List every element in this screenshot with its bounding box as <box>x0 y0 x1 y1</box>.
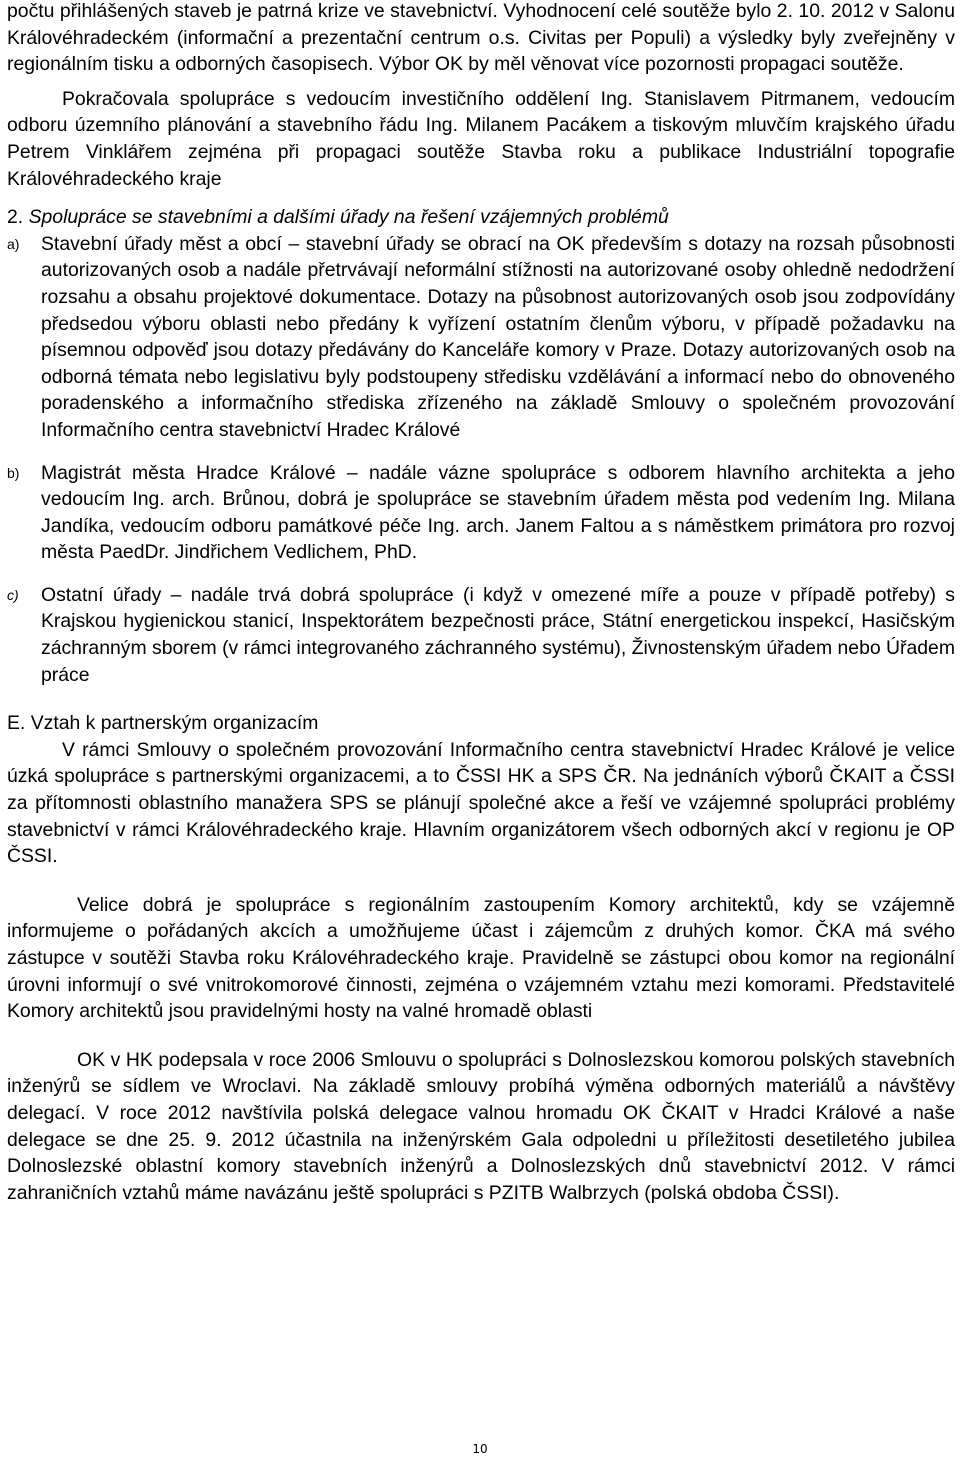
section-2-title: Spolupráce se stavebními a dalšími úřady na řešení vzájemných problémů <box>28 206 669 229</box>
document-page <box>7 0 955 1206</box>
section-e-paragraph-1: V rámci Smlouvy o společném provozování Informačního centra stavebnictví Hradec Králové je velice úzká spolupráce s partnerskými organizacemi, a to ČSSI HK a SPS ČR. Na jednáních výborů ČKAIT a ČSSI za přítomnosti oblastního manažera SPS se plánují společné akce a řeší ve vzájemné spolupráci problémy stavebnictví v rámci Královéhradeckého kraje. Hlavním organizátorem všech odborných akcí v regionu je OP ČSSI. <box>7 738 955 868</box>
list-item-b <box>7 460 955 566</box>
section-2-heading <box>7 204 955 231</box>
list-marker-b: b) <box>7 464 20 481</box>
section-2-number: 2. <box>7 206 24 229</box>
section-e-heading: E. Vztah k partnerským organizacím <box>7 712 319 735</box>
list-item-c <box>7 582 955 688</box>
list-item-a-text: Stavební úřady měst a obcí – stavební úřady se obrací na OK především s dotazy na rozsah působnosti autorizovaných osob a nadále přetrvávají neformální stížnosti na autorizované osoby ohledně nedodržení rozsahu a obsahu projektové dokumentace. Dotazy na působnost autorizovaných osob jsou zodpovídány předsedou výboru oblasti nebo předány k vyřízení ostatním členům výboru, v případě požadavku na písemnou odpověď jsou dotazy předávány do Kanceláře komory v Praze. Dotazy autorizovaných osob na odborná témata nebo legislativu byly podstoupeny středisku vzdělávání a informací nebo do obnoveného poradenského a informačního střediska zřízeného na základě Smlouvy o společném provozování Informačního centra stavebnictví Hradec Králové <box>41 232 955 441</box>
page-number: 10 <box>472 1442 488 1456</box>
list-marker-c: c) <box>7 586 19 603</box>
list-item-c-text: Ostatní úřady – nadále trvá dobrá spolupráce (i když v omezené míře a pouze v případě potřeby) s Krajskou hygienickou stanicí, Inspektorátem bezpečnosti práce, Státní energetickou inspekcí, Hasičským záchranným sborem (v rámci integrovaného záchranného systému), Živnostenským úřadem nebo Úřadem práce <box>41 583 955 686</box>
section-e-paragraph-2: Velice dobrá je spolupráce s regionálním zastoupením Komory architektů, kdy se vzájemně informujeme o pořádaných akcích a umožňujeme účast i zájemcům z druhých komor. ČKA má svého zástupce v soutěži Stavba roku Královéhradeckého kraje. Pravidelně se zástupci obou komor na regionální úrovni informují o své vnitrokomorové činnosti, zejména o vzájemném vztahu mezi komorami. Představitelé Komory architektů jsou pravidelnými hosty na valné hromadě oblasti <box>7 893 955 1023</box>
cooperation-paragraph: Pokračovala spolupráce s vedoucím investičního oddělení Ing. Stanislavem Pitrmanem, vedoucím odboru územního plánování a stavebního řádu Ing. Milanem Pacákem a tiskovým mluvčím krajského úřadu Petrem Vinklářem zejména při propagaci soutěže Stavba roku a publikace Industriální topografie Královéhradeckého kraje <box>7 87 955 190</box>
list-item-b-text: Magistrát města Hradce Králové – nadále vázne spolupráce s odborem hlavního architekta a jeho vedoucím Ing. arch. Brůnou, dobrá je spolupráce se stavebním úřadem města pod vedením Ing. Milana Jandíka, vedoucím odboru památkové péče Ing. arch. Janem Faltou a s náměstkem primátora pro rozvoj města PaedDr. Jindřichem Vedlichem, PhD. <box>41 461 955 564</box>
list-item-a <box>7 231 955 444</box>
intro-paragraph: počtu přihlášených staveb je patrná krize ve stavebnictví. Vyhodnocení celé soutěže bylo 2. 10. 2012 v Salonu Královéhradeckém (informační a prezentační centrum o.s. Civitas per Populi) a výsledky byly zveřejněny v regionálním tisku a odborných časopisech. Výbor OK by měl věnovat více pozornosti propagaci soutěže. <box>7 0 955 76</box>
section-e-paragraph-3: OK v HK podepsala v roce 2006 Smlouvu o spolupráci s Dolnoslezskou komorou polských stavebních inženýrů se sídlem ve Wroclavi. Na základě smlouvy probíhá výměna odborných materiálů a návštěvy delegací. V roce 2012 navštívila polská delegace valnou hromadu OK ČKAIT v Hradci Králové a naše delegace se dne 25. 9. 2012 účastnila na inženýrském Gala odpoledni u příležitosti desetiletého jubilea Dolnoslezské oblastní komory stavebních inženýrů a Dolnoslezských dnů stavebnictví 2012. V rámci zahraničních vztahů máme navázánu ještě spolupráci s PZITB Walbrzych (polská obdoba ČSSI). <box>7 1048 955 1204</box>
list-marker-a: a) <box>7 235 20 252</box>
